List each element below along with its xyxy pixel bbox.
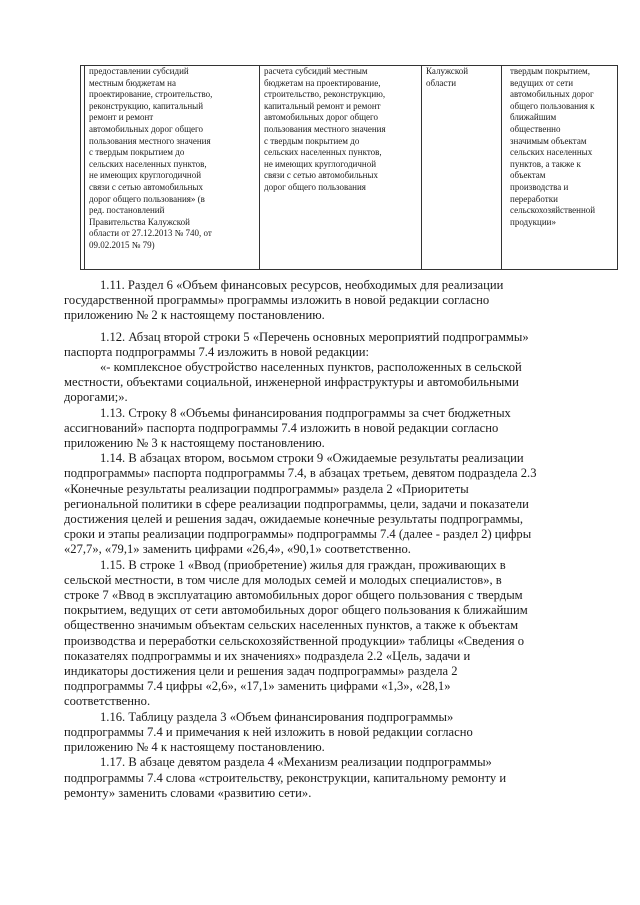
paragraph-1-13: 1.13. Строку 8 «Объемы финансирования подпрограммы за счет бюджетных ассигнований» паспорта подпрограммы 7.4 изложить в новой редакции согласно приложению № 3 к настоящему постановлению. [64,405,511,451]
table-cell-result: твердым покрытием, ведущих от сети автомобильных дорог общего пользования к ближайшим общественно значимым объектам сельских населенных пунктов, а также к объектам производства и переработки сельскохозяйственной продукции» [502,66,618,270]
paragraph-1-15: 1.15. В строке 1 «Ввод (приобретение) жилья для граждан, проживающих в сельской местности, в том числе для молодых семей и молодых специалистов», в строке 7 «Ввод в эксплуатацию автомобильных дорог общего пользования с твердым покрытием, ведущих от сети автомобильных дорог общего пользования к ближайшим общественно значимым объектам сельских населенных пунктов, а также к объектам производства и переработки сельскохозяйственной продукции» таблицы «Сведения о показателях подпрограммы и их значениях» подраздела 2.2 «Цель, задачи и индикаторы достижения цели и решения задач подпрограммы» раздела 2 подпрограммы 7.4 цифры «2,6», «17,1» заменить цифрами «1,3», «28,1» соответственно. [64,557,528,709]
paragraph-1-16: 1.16. Таблицу раздела 3 «Объем финансирования подпрограммы» подпрограммы 7.4 и примечания к ней изложить в новой редакции согласно приложению № 4 к настоящему постановлению. [64,709,473,755]
table-cell-calculation: расчета субсидий местным бюджетам на проектирование, строительство, реконструкцию, капитальный ремонт и ремонт автомобильных дорог общего пользования местного значения с твердым покрытием до сельских населенных пунктов, не имеющих круглогодичной связи с сетью автомобильных дорог общего пользования [260,66,422,270]
table-fragment [80,65,618,270]
table-row [81,66,618,270]
table-cell-description: предоставлении субсидий местным бюджетам на проектирование, строительство, реконструкцию, капитальный ремонт и ремонт автомобильных дорог общего пользования местного значения с твердым покрытием до сельских населенных пунктов, не имеющих круглогодичной связи с сетью автомобильных дорог общего пользования» (в ред. постановлений Правительства Калужской области от 27.12.2013 № 740, от 09.02.2015 № 79) [85,66,260,270]
paragraph-1-12: 1.12. Абзац второй строки 5 «Перечень основных мероприятий подпрограммы» паспорта подпрограммы 7.4 изложить в новой редакции: [64,329,529,359]
paragraph-1-17: 1.17. В абзаце девятом раздела 4 «Механизм реализации подпрограммы» подпрограммы 7.4 слова «строительству, реконструкции, капитальному ремонту и ремонту» заменить словами «развитию сети». [64,755,507,800]
paragraph-1-11: 1.11. Раздел 6 «Объем финансовых ресурсов, необходимых для реализации государственной программы» программы изложить в новой редакции согласно приложению № 2 к настоящему постановлению. [64,278,504,323]
document-body [64,278,602,801]
paragraph-1-12-quote: «- комплексное обустройство населенных пунктов, расположенных в сельской местности, объектами социальной, инженерной инфраструктуры и автомобильными дорогами;». [64,360,522,405]
paragraph-1-14: 1.14. В абзацах втором, восьмом строки 9 «Ожидаемые результаты реализации подпрограммы» паспорта подпрограммы 7.4, в абзацах третьем, девятом подраздела 2.3 «Конечные результаты реализации подпрограммы» раздела 2 «Приоритеты региональной политики в сфере реализации подпрограммы, цели, задачи и показатели достижения целей и решения задач, ожидаемые конечные результаты подпрограммы, сроки и этапы реализации подпрограммы» подпрограммы 7.4 (далее - раздел 2) цифры «27,7», «79,1» заменить цифрами «26,4», «90,1» соответственно. [64,451,537,557]
table-cell-region: Калужской области [422,66,502,270]
